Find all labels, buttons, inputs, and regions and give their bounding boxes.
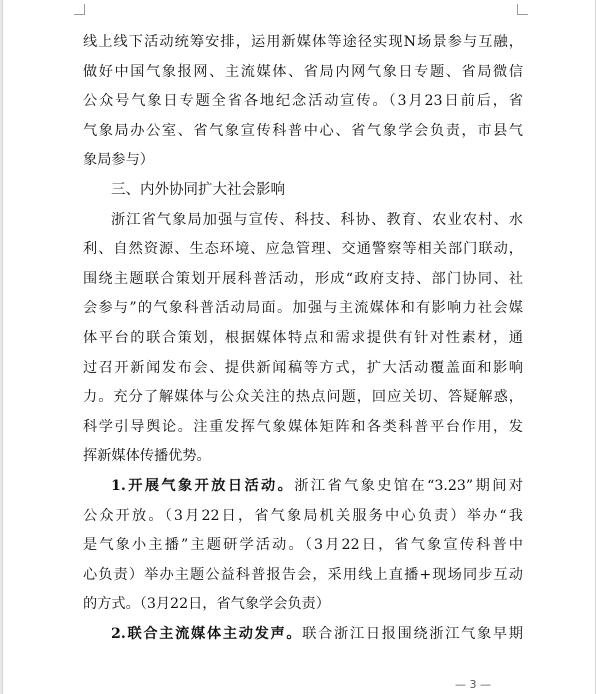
crop-mark-top-left	[74, 4, 85, 15]
section-paragraph-line: 利、自然资源、生态环境、应急管理、交通警察等相关部门联动，	[83, 241, 523, 258]
paragraph-line: 象局参与）	[83, 152, 154, 169]
section-paragraph-line: 围绕主题联合策划开展科普活动，形成“政府支持、部门协同、社	[83, 270, 523, 287]
section-paragraph-line: 挥新媒体传播优势。	[83, 448, 211, 465]
item-1-line: 的方式。（3月22日，省气象学会负责）	[83, 596, 330, 613]
section-paragraph-line: 力。充分了解媒体与公众关注的热点问题，回应关切、答疑解惑，	[83, 389, 523, 406]
section-paragraph-line: 科学引导舆论。注重发挥气象媒体矩阵和各类科普平台作用，发	[83, 418, 523, 435]
document-body	[83, 28, 523, 649]
item-2-title: 2.联合主流媒体主动发声。	[111, 625, 303, 642]
crop-mark-top-right	[517, 4, 528, 15]
section-paragraph-line: 浙江省气象局加强与宣传、科技、科协、教育、农业农村、水	[111, 211, 523, 228]
item-2-text: 联合浙江日报围绕浙江气象早期	[302, 625, 523, 642]
item-1-line: 是气象小主播”主题研学活动。（3月22日，省气象宣传科普中	[83, 537, 523, 554]
item-1-line: 公众开放。（3月22日，省气象局机关服务中心负责）举办“我	[83, 507, 523, 524]
item-2-first-line	[83, 620, 523, 650]
section-paragraph-line: 过召开新闻发布会、提供新闻稿等方式，扩大活动覆盖面和影响	[83, 359, 523, 376]
section-paragraph-line: 体平台的联合策划，根据媒体特点和需求提供有针对性素材，通	[83, 329, 523, 346]
section-heading: 三、内外协同扩大社会影响	[111, 181, 285, 198]
document-page	[2, 0, 596, 694]
page-number: — 3 —	[455, 678, 491, 691]
paragraph-line: 公众号气象日专题全省各地纪念活动宣传。（3月23日前后，省	[83, 93, 523, 110]
paragraph-line: 做好中国气象报网、主流媒体、省局内网气象日专题、省局微信	[83, 63, 523, 80]
section-paragraph-line: 会参与”的气象科普活动局面。加强与主流媒体和有影响力社会媒	[83, 300, 523, 317]
item-1-text: 浙江省气象史馆在“3.23”期间对	[294, 477, 523, 494]
item-1-first-line	[83, 472, 523, 502]
item-1-line: 心负责）举办主题公益科普报告会，采用线上直播+现场同步互动	[83, 566, 523, 583]
item-1-title: 1.开展气象开放日活动。	[111, 477, 295, 494]
paragraph-line: 线上线下活动统筹安排，运用新媒体等途径实现N场景参与互融，	[83, 34, 523, 50]
paragraph-line: 气象局办公室、省气象宣传科普中心、省气象学会负责，市县气	[83, 122, 523, 139]
